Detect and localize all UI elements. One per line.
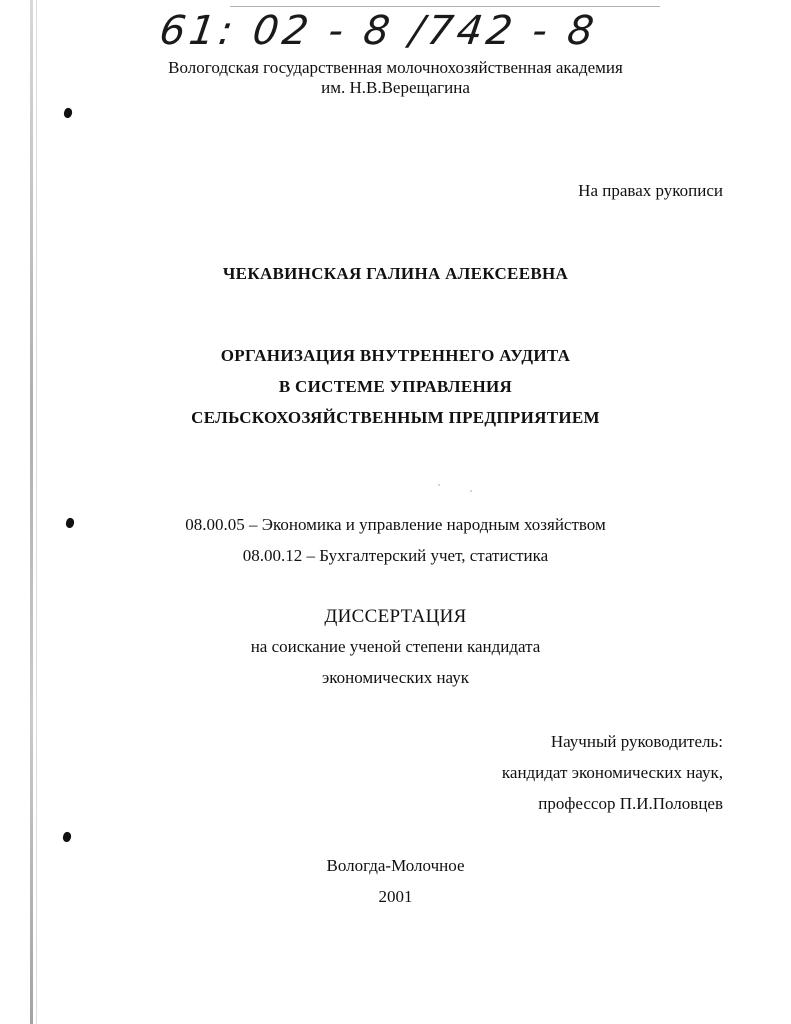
thesis-title-line-1: ОРГАНИЗАЦИЯ ВНУТРЕННЕГО АУДИТА bbox=[220, 346, 571, 365]
specialty-code-1: 08.00.05 – Экономика и управление народным хозяйством bbox=[185, 515, 606, 534]
top-rule bbox=[230, 6, 660, 7]
scan-speck bbox=[470, 490, 472, 492]
institution-name: Вологодская государственная молочнохозяйственная академия bbox=[168, 58, 623, 77]
degree-line-2: экономических наук bbox=[321, 668, 470, 687]
institution-named-after: им. Н.В.Верещагина bbox=[321, 78, 470, 97]
supervisor-degree: кандидат экономических наук, bbox=[501, 763, 723, 782]
work-type: ДИССЕРТАЦИЯ bbox=[324, 606, 467, 627]
degree-line-1: на соискание ученой степени кандидата bbox=[250, 637, 541, 656]
thesis-title-line-3: СЕЛЬСКОХОЗЯЙСТВЕННЫМ ПРЕДПРИЯТИЕМ bbox=[191, 408, 600, 427]
punch-hole-mark bbox=[63, 107, 74, 119]
handwritten-archive-number: 61: 02 - 8 /742 - 8 bbox=[156, 8, 601, 54]
scan-speck bbox=[438, 484, 440, 486]
thesis-title-line-2: В СИСТЕМЕ УПРАВЛЕНИЯ bbox=[278, 377, 513, 396]
rights-note: На правах рукописи bbox=[578, 181, 723, 200]
year: 2001 bbox=[378, 887, 413, 906]
city: Вологда-Молочное bbox=[326, 856, 465, 875]
supervisor-name: профессор П.И.Половцев bbox=[538, 794, 723, 813]
supervisor-label: Научный руководитель: bbox=[550, 732, 723, 751]
specialty-code-2: 08.00.12 – Бухгалтерский учет, статистика bbox=[242, 546, 549, 565]
author-name: ЧЕКАВИНСКАЯ ГАЛИНА АЛЕКСЕЕВНА bbox=[222, 264, 569, 283]
punch-hole-mark bbox=[62, 831, 73, 843]
